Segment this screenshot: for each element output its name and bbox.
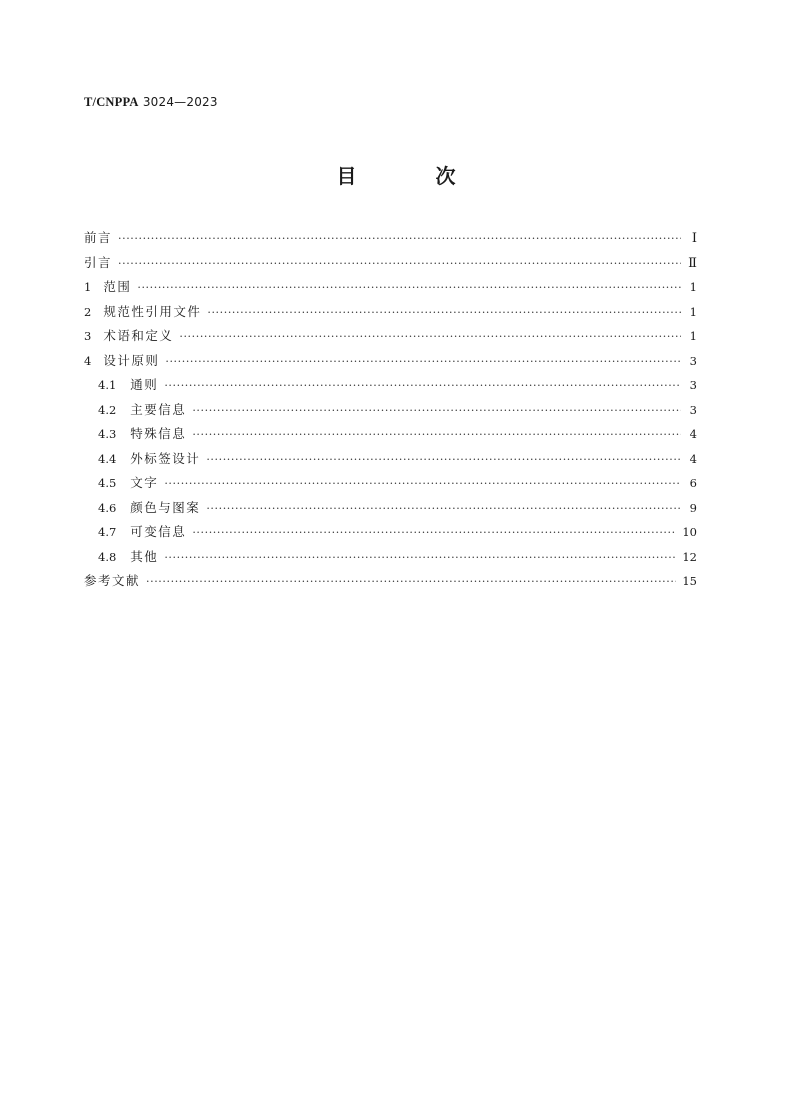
- toc-entry-page: Ⅰ: [691, 230, 697, 245]
- toc-dot-leader: [146, 575, 676, 588]
- toc-entry-label: 外标签设计: [130, 450, 201, 466]
- standard-prefix: T/CNPPA: [84, 95, 139, 109]
- toc-dot-leader: [137, 281, 681, 294]
- toc-entry-number: 4.2: [98, 402, 117, 417]
- toc-entry-page: 4: [689, 451, 697, 466]
- toc-entry-page: 1: [689, 280, 697, 294]
- toc-entry-page: 3: [689, 353, 697, 368]
- toc-entry[interactable]: [84, 547, 697, 572]
- toc-entry-number: 4.8: [98, 549, 117, 564]
- toc-dot-leader: [206, 502, 681, 515]
- toc-dot-leader: [118, 232, 681, 245]
- toc-entry-label: 其他: [130, 548, 159, 564]
- toc-entry-page: 3: [689, 402, 697, 417]
- toc-entry-label: 特殊信息: [130, 426, 187, 441]
- toc-entry-page: 15: [682, 574, 697, 588]
- toc-entry[interactable]: [84, 228, 697, 253]
- toc-entry-number: 2: [84, 304, 92, 319]
- toc-entry-number: 4.3: [98, 427, 117, 441]
- toc-dot-leader: [192, 428, 681, 441]
- toc-entry-label: 范围: [103, 279, 132, 294]
- toc-dot-leader: [179, 330, 681, 343]
- toc-entry-label: 规范性引用文件: [103, 303, 202, 319]
- toc-entry-label: 主要信息: [130, 401, 187, 417]
- toc-entry-label: 可变信息: [130, 524, 187, 539]
- toc-entry-number: 4.4: [98, 451, 117, 466]
- toc-entry-page: 1: [689, 329, 697, 343]
- toc-entry[interactable]: [84, 498, 697, 523]
- toc-entry-page: 1: [689, 304, 697, 319]
- toc-dot-leader: [164, 379, 681, 392]
- toc-entry-label: 通则: [130, 377, 159, 392]
- toc-dot-leader: [164, 551, 676, 564]
- toc-entry[interactable]: [84, 522, 697, 547]
- toc-entry-number: 3: [84, 329, 92, 343]
- toc-entry-page: 12: [682, 549, 697, 564]
- toc-dot-leader: [192, 526, 676, 539]
- toc-entry[interactable]: [84, 351, 697, 376]
- toc-entry-label: 术语和定义: [103, 328, 174, 343]
- toc-dot-leader: [206, 453, 681, 466]
- toc-entry-number: 4.1: [98, 378, 117, 392]
- toc-entry-number: 4.7: [98, 525, 117, 539]
- toc-entry-page: 10: [682, 525, 697, 539]
- toc-entry[interactable]: [84, 400, 697, 425]
- toc-entry-page: 4: [689, 427, 697, 441]
- document-code: [84, 94, 218, 110]
- toc-entry-page: 6: [689, 476, 697, 490]
- toc-entry-label: 前言: [84, 230, 113, 245]
- toc-entry-page: Ⅱ: [688, 254, 697, 270]
- toc-entry-page: 3: [689, 378, 697, 392]
- toc-entry-label: 引言: [84, 254, 113, 270]
- toc-entry[interactable]: [84, 571, 697, 596]
- toc-entry-number: 4.6: [98, 500, 117, 515]
- toc-entry-label: 颜色与图案: [130, 499, 201, 515]
- toc-entry-label: 参考文献: [84, 573, 141, 588]
- toc-entry[interactable]: [84, 375, 697, 400]
- toc-entry-number: 4.5: [98, 476, 117, 490]
- toc-entry[interactable]: [84, 277, 697, 302]
- table-of-contents: [84, 228, 697, 596]
- toc-entry-number: 1: [84, 280, 92, 294]
- toc-dot-leader: [207, 306, 681, 319]
- toc-entry[interactable]: [84, 424, 697, 449]
- toc-entry[interactable]: [84, 253, 697, 278]
- toc-entry[interactable]: [84, 449, 697, 474]
- toc-entry[interactable]: [84, 473, 697, 498]
- standard-number: 3024—2023: [142, 95, 218, 109]
- toc-dot-leader: [118, 257, 681, 270]
- toc-dot-leader: [165, 355, 681, 368]
- toc-entry-label: 文字: [130, 475, 159, 490]
- toc-entry-label: 设计原则: [103, 352, 160, 368]
- toc-dot-leader: [192, 404, 681, 417]
- toc-entry[interactable]: [84, 326, 697, 351]
- toc-entry-page: 9: [689, 500, 697, 515]
- toc-entry[interactable]: [84, 302, 697, 327]
- toc-dot-leader: [164, 477, 681, 490]
- page-title: 目 次: [336, 164, 492, 188]
- toc-entry-number: 4: [84, 353, 92, 368]
